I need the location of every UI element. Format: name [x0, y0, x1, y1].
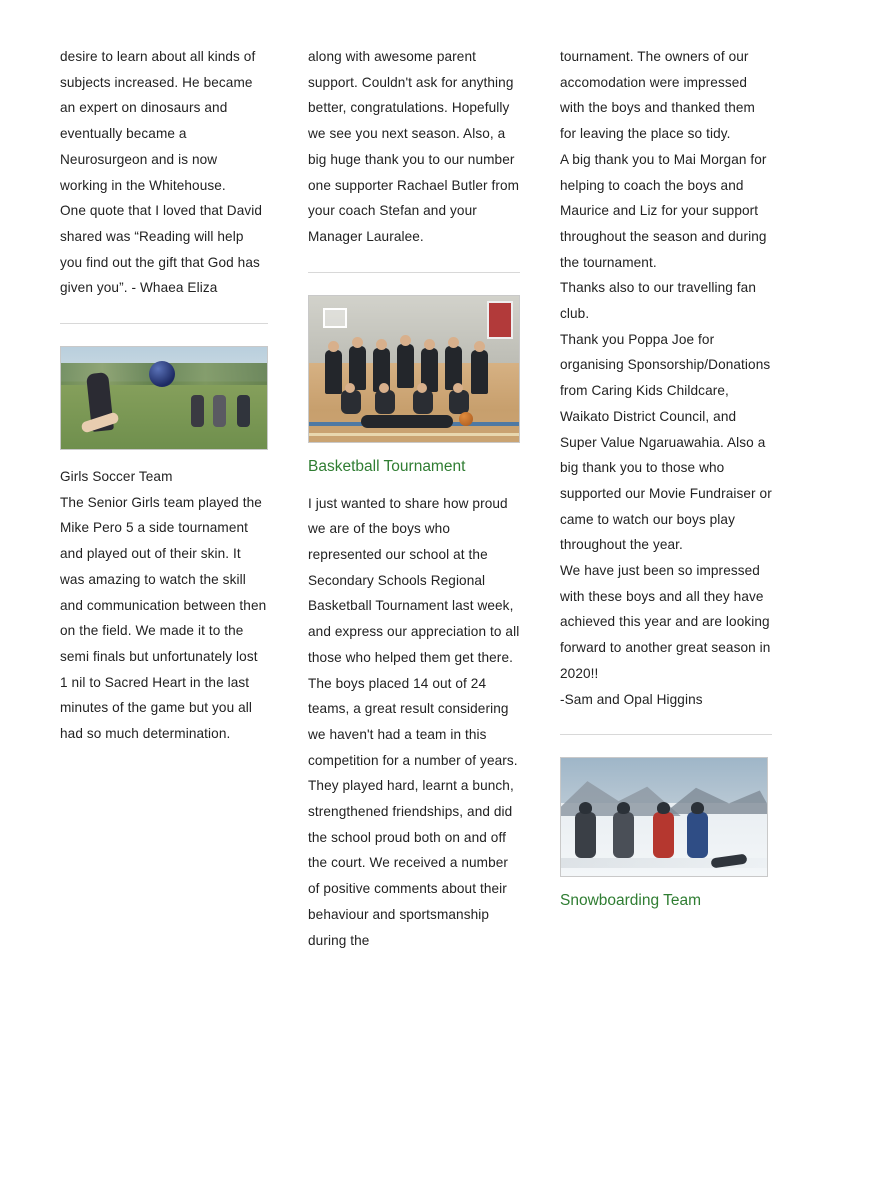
- gym-banner-shape: [487, 301, 513, 339]
- caption-basketball-tournament: Basketball Tournament: [308, 457, 466, 475]
- section-divider-left: [60, 323, 268, 324]
- paragraph-soccer-continued: along with awesome parent support. Couldn't ask for anything better, congratulations. Hopefully we see you next season. Also, a big huge thank you to our number one supporter Rachael Butler from your coach Stefan and your Manager Lauralee.: [308, 49, 520, 244]
- section-divider-right: [560, 734, 772, 735]
- photo-basketball-team: [308, 295, 520, 443]
- photo-girls-soccer: [60, 346, 268, 450]
- basketball-shape: [459, 412, 473, 426]
- player-shape: [397, 344, 414, 388]
- paragraph-david-story: desire to learn about all kinds of subjects increased. He became an expert on dinosaurs and eventually became a Neurosurgeon and is now working in the Whitehouse.: [60, 49, 256, 193]
- spectator-shape-2: [213, 395, 226, 427]
- snowboarder-shape: [575, 812, 596, 858]
- caption-snowboarding-team: Snowboarding Team: [560, 892, 702, 910]
- spectator-shape-1: [191, 395, 204, 427]
- snowboarder-shape: [653, 812, 674, 858]
- soccer-ball-shape: [149, 361, 175, 387]
- player-shape: [375, 390, 395, 414]
- snowboarder-shape: [613, 812, 634, 858]
- spectator-shape-3: [237, 395, 250, 427]
- basketball-hoop-shape: [323, 308, 347, 328]
- column-left: [60, 44, 268, 953]
- column-right: [560, 44, 772, 953]
- article-columns: [60, 44, 828, 953]
- paragraph-signature: -Sam and Opal Higgins: [560, 691, 703, 707]
- player-shape: [413, 390, 433, 414]
- snowboarder-shape: [687, 812, 708, 858]
- paragraph-thanks-fanclub: Thanks also to our travelling fan club.: [560, 280, 756, 322]
- paragraph-basketball-1: I just wanted to share how proud we are of the boys who represented our school at the Secondary Schools Regional Basketball Tournament last week, and express our appreciation to all those who helped them get there.: [308, 495, 520, 665]
- paragraph-thanks-sponsors: Thank you Poppa Joe for organising Sponsorship/Donations from Caring Kids Childcare, Waikato District Council, and Super Value Ngaruawahia. Also a big thank you to those who supported our Movie Fundraiser or came to watch our boys play throughout the year.: [560, 331, 772, 553]
- column-middle: [308, 44, 520, 953]
- player-shape: [325, 350, 342, 394]
- paragraph-basketball-2: The boys placed 14 out of 24 teams, a great result considering we haven't had a team in this competition for a number of years. They played hard, learnt a bunch, strengthened friendships, and did the school proud both on and off the court. We received a number of positive comments about their behaviour and sportsmanship during the: [308, 675, 518, 948]
- section-divider-middle: [308, 272, 520, 273]
- paragraph-david-quote: One quote that I loved that David shared was “Reading will help you find out the gift that God has given you”. - Whaea Eliza: [60, 203, 263, 296]
- paragraph-thanks-coaches: A big thank you to Mai Morgan for helping to coach the boys and Maurice and Liz for your support throughout the season and during the tournament.: [560, 151, 767, 270]
- player-shape: [341, 390, 361, 414]
- photo-snowboarding-team: [560, 757, 768, 877]
- player-shape: [449, 390, 469, 414]
- lying-player-shape: [361, 415, 453, 428]
- paragraph-soccer-1: Girls Soccer Team: [60, 469, 173, 485]
- court-line-shape-2: [309, 433, 519, 436]
- player-shape: [471, 350, 488, 394]
- paragraph-soccer-2: The Senior Girls team played the Mike Pero 5 a side tournament and played out of their skin. It was amazing to watch the skill and communication between then on the field. We made it to the semi finals but unfortunately lost 1 nil to Sacred Heart in the last minutes of the game but you all had so much determination.: [60, 494, 267, 742]
- paragraph-basketball-continued: tournament. The owners of our accomodation were impressed with the boys and thanked them for leaving the place so tidy.: [560, 49, 755, 142]
- paragraph-closing: We have just been so impressed with these boys and all they have achieved this year and are looking forward to another great season in 2020!!: [560, 563, 771, 681]
- mountain-shape-2: [663, 780, 768, 814]
